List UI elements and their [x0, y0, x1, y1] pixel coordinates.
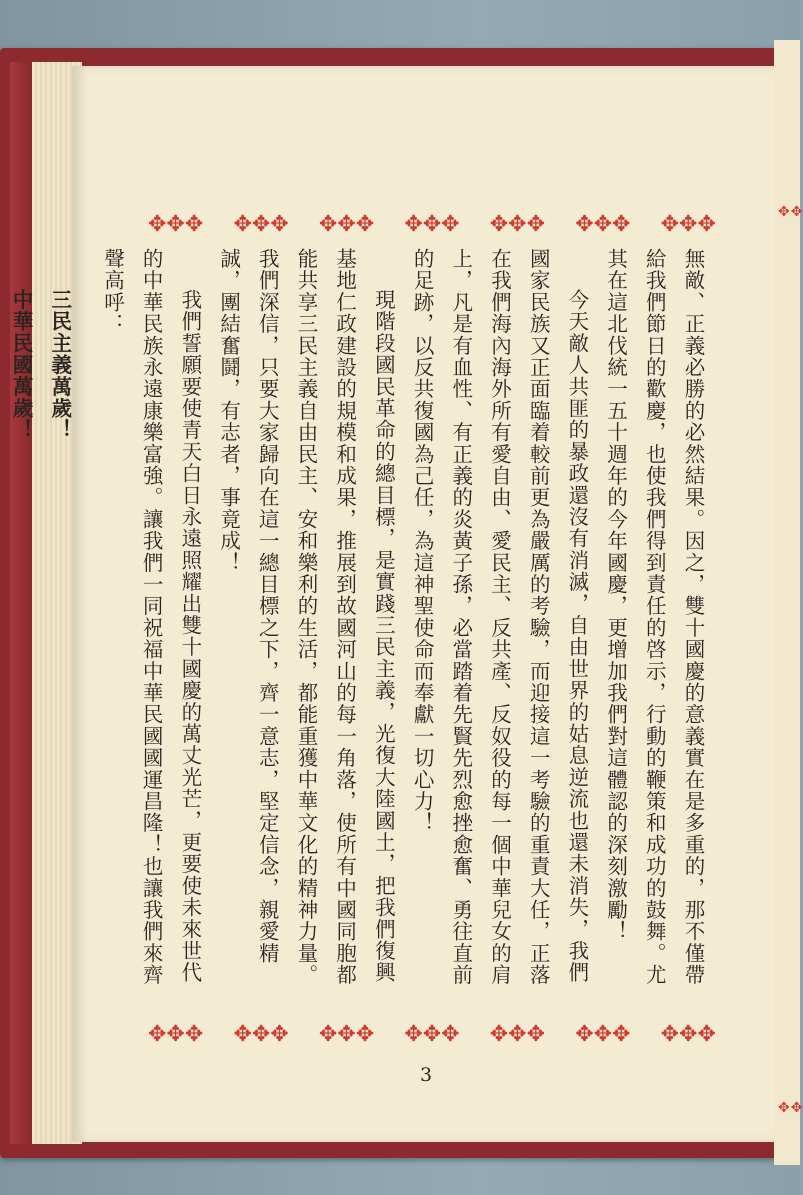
paragraph-4: 我們誓願要使青天白日永遠照耀出雙十國慶的萬丈光芒，更要使未來世代的中華民族永遠康樂富強。讓我們一同祝福中華民國國運昌隆！也讓我們來齊聲高呼：: [100, 248, 202, 986]
ornament-icon: ✥✥✥: [148, 212, 204, 237]
ornament-icon: ✥✥✥: [575, 212, 631, 237]
top-ornament-border: [148, 212, 716, 237]
ornament-icon: ✥✥✥: [233, 1022, 289, 1047]
paragraph-2: 今天敵人共匪的暴政還沒有消滅，自由世界的姑息逆流也還未消失，我們國家民族又正面臨着較前更為嚴厲的考驗，而迎接這一考驗的重責大任，正落在我們海內海外所有愛自由、愛民主、反共產、反奴役的每一個中華兒女的肩上，凡是有血性、有正義的炎黃子孫，必當踏着先賢先烈愈挫愈奮、勇往直前的足跡，以反共復國為己任，為這神聖使命而奉獻一切心力！: [410, 248, 589, 986]
slogan-roc: 中華民國萬歲！: [9, 289, 34, 441]
ornament-icon: ✥✥✥: [489, 212, 546, 237]
facing-page-edge: [774, 40, 803, 1165]
ornament-icon: ✥✥✥: [489, 1022, 546, 1047]
vertical-text-body: [9, 248, 712, 993]
page-number: 3: [420, 1064, 433, 1086]
ornament-icon: ✥✥✥: [233, 212, 289, 237]
ornament-icon: ✥✥✥: [318, 1022, 375, 1047]
slogan-three-principles: 三民主義萬歲！: [47, 289, 72, 441]
ornament-icon: ✥✥✥: [318, 212, 375, 237]
facing-page-ornament-top: ✥✥: [778, 204, 803, 220]
bottom-ornament-border: [148, 1022, 716, 1047]
ornament-icon: ✥✥✥: [148, 1022, 204, 1047]
ornament-icon: ✥✥✥: [660, 1022, 716, 1047]
paragraph-3: 現階段國民革命的總目標，是實踐三民主義，光復大陸國土，把我們復興基地仁政建設的規模和成果，推展到故國河山的每一角落，使所有中國同胞都能共享三民主義自由民主、安和樂利的生活，都能重獲中華文化的精神力量。我們深信，只要大家歸向在這一總目標之下，齊一意志，堅定信念，親愛精誠，團結奮鬪，有志者，事竟成！: [216, 248, 396, 986]
ornament-icon: ✥✥✥: [575, 1022, 631, 1047]
facing-page-ornament-bottom: ✥✥: [778, 1100, 803, 1116]
ornament-icon: ✥✥✥: [404, 212, 460, 237]
paragraph-1: 無敵、正義必勝的必然結果。因之，雙十國慶的意義實在是多重的，那不僅帶給我們節日的歡慶，也使我們得到責任的啓示，行動的鞭策和成功的鼓舞。尤其在這北伐統一五十週年的今年國慶，更增加我們對這體認的深刻激勵！: [603, 248, 705, 986]
ornament-icon: ✥✥✥: [660, 212, 716, 237]
ornament-icon: ✥✥✥: [404, 1022, 460, 1047]
